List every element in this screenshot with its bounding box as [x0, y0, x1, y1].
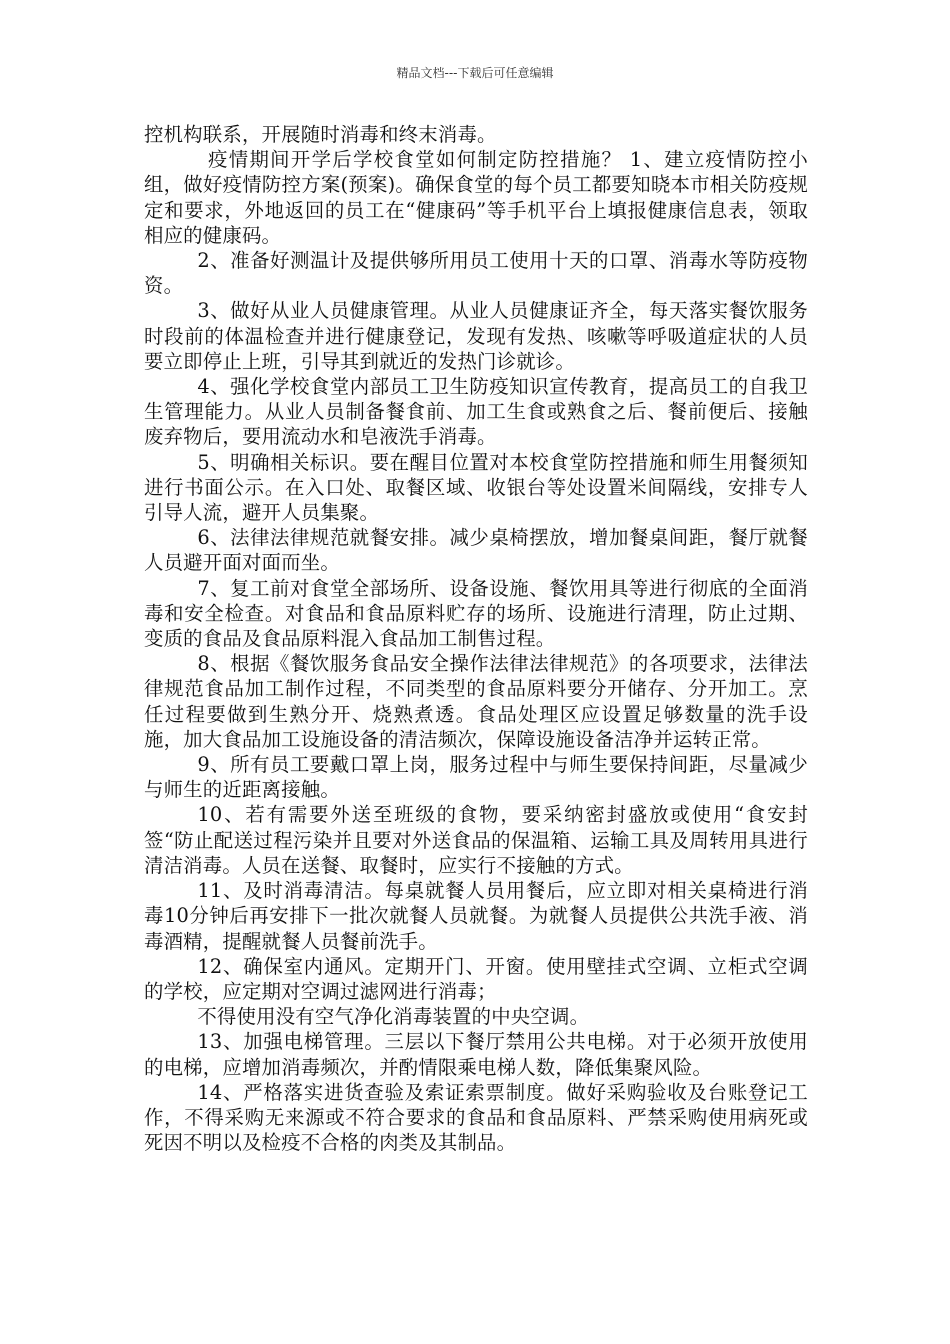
paragraph-item-6: 6、法律法律规范就餐安排。减少桌椅摆放，增加餐桌间距，餐厅就餐人员避开面对面而坐。 [144, 526, 808, 575]
paragraph-item-12: 12、确保室内通风。定期开门、开窗。使用壁挂式空调、立柜式空调的学校，应定期对空调过滤网进行消毒； [144, 954, 808, 1003]
paragraph-intro-end: 控机构联系，开展随时消毒和终末消毒。 [144, 123, 497, 146]
paragraph-item-4: 4、强化学校食堂内部员工卫生防疫知识宣传教育，提高员工的自我卫生管理能力。从业人员制备餐食前、加工生食或熟食之后、餐前便后、接触废弃物后，要用流动水和皂液洗手消毒。 [144, 375, 808, 449]
page-header: 精品文档---下载后可任意编辑 [396, 66, 554, 80]
paragraph-item-7: 7、复工前对食堂全部场所、设备设施、餐饮用具等进行彻底的全面消毒和安全检查。对食品和食品原料贮存的场所、设施进行清理，防止过期、变质的食品及食品原料混入食品加工制售过程。 [144, 576, 808, 651]
paragraph-item-5: 5、明确相关标识。要在醒目位置对本校食堂防控措施和师生用餐须知进行书面公示。在入口处、取餐区域、收银台等处设置米间隔线，安排专人引导人流，避开人员集聚。 [144, 450, 808, 525]
paragraph-question-and-item-1: 疫情期间开学后学校食堂如何制定防控措施？ 1、建立疫情防控小组，做好疫情防控方案(预案)。确保食堂的每个员工都要知晓本市相关防疫规定和要求，外地返回的员工在“健康码”等手机平台上填报健康信息表，领取相应的健康码。 [144, 148, 808, 247]
paragraph-item-12-continued: 不得使用没有空气净化消毒装置的中央空调。 [197, 1005, 590, 1029]
paragraph-item-3: 3、做好从业人员健康管理。从业人员健康证齐全，每天落实餐饮服务时段前的体温检查并进行健康登记，发现有发热、咳嗽等呼吸道症状的人员要立即停止上班，引导其到就近的发热门诊就诊。 [144, 299, 808, 373]
paragraph-item-8: 8、根据《餐饮服务食品安全操作法律法律规范》的各项要求，法律法律规范食品加工制作过程，不同类型的食品原料要分开储存、分开加工。烹任过程要做到生熟分开、烧熟煮透。食品处理区应设置足够数量的洗手设施，加大食品加工设施设备的清洁频次，保障设施设备洁净并运转正常。 [144, 652, 808, 751]
paragraph-item-14: 14、严格落实进货查验及索证索票制度。做好采购验收及台账登记工作，不得采购无来源或不符合要求的食品和食品原料、严禁采购使用病死或死因不明以及检疫不合格的肉类及其制品。 [144, 1080, 808, 1155]
paragraph-item-9: 9、所有员工要戴口罩上岗，服务过程中与师生要保持间距，尽量减少与师生的近距离接触。 [144, 753, 808, 802]
paragraph-item-11: 11、及时消毒清洁。每桌就餐人员用餐后，应立即对相关桌椅进行消毒10分钟后再安排下一批次就餐人员就餐。为就餐人员提供公共洗手液、消毒酒精，提醒就餐人员餐前洗手。 [144, 879, 808, 953]
paragraph-item-2: 2、准备好测温计及提供够所用员工使用十天的口罩、消毒水等防疫物资。 [144, 249, 808, 298]
paragraph-item-13: 13、加强电梯管理。三层以下餐厅禁用公共电梯。对于必须开放使用的电梯，应增加消毒频次，并酌情限乘电梯人数，降低集聚风险。 [144, 1030, 808, 1079]
document-body [144, 122, 808, 1155]
paragraph-item-10: 10、若有需要外送至班级的食物，要采纳密封盛放或使用“食安封签“防止配送过程污染并且要对外送食品的保温箱、运输工具及周转用具进行清洁消毒。人员在送餐、取餐时，应实行不接触的方式。 [144, 803, 808, 877]
